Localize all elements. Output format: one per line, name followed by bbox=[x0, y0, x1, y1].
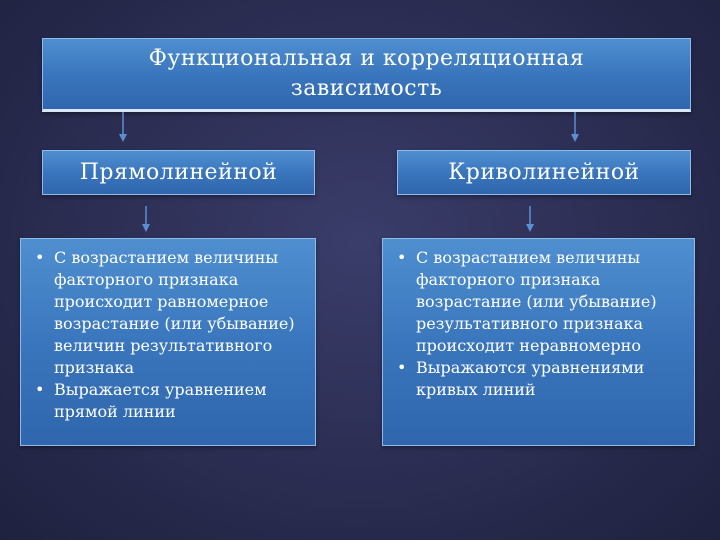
curvilinear-description bbox=[382, 238, 695, 446]
linear-box bbox=[42, 150, 315, 195]
linear-description bbox=[20, 238, 316, 446]
curvilinear-box bbox=[397, 150, 691, 195]
bullet-item: • С возрастанием величины факторного признака возрастание (или убывание) результативного признака происходит неравномерно bbox=[393, 247, 688, 357]
diagram-title: Функциональная и корреляционная зависимость bbox=[148, 46, 585, 101]
bullet-item: • Выражается уравнением прямой линии bbox=[31, 379, 309, 423]
bullet-item: • Выражаются уравнениями кривых линий bbox=[393, 357, 688, 401]
curvilinear-label: Криволинейной bbox=[448, 160, 640, 185]
linear-label: Прямолинейной bbox=[79, 160, 278, 185]
arrow-down-icon bbox=[525, 206, 535, 232]
arrow-down-icon bbox=[118, 112, 128, 142]
bullet-item: • С возрастанием величины факторного признака происходит равномерное возрастание (или убывание) величин результативного признака bbox=[31, 247, 309, 379]
arrow-down-icon bbox=[570, 112, 580, 142]
arrow-down-icon bbox=[141, 206, 151, 232]
title-box bbox=[42, 38, 691, 112]
